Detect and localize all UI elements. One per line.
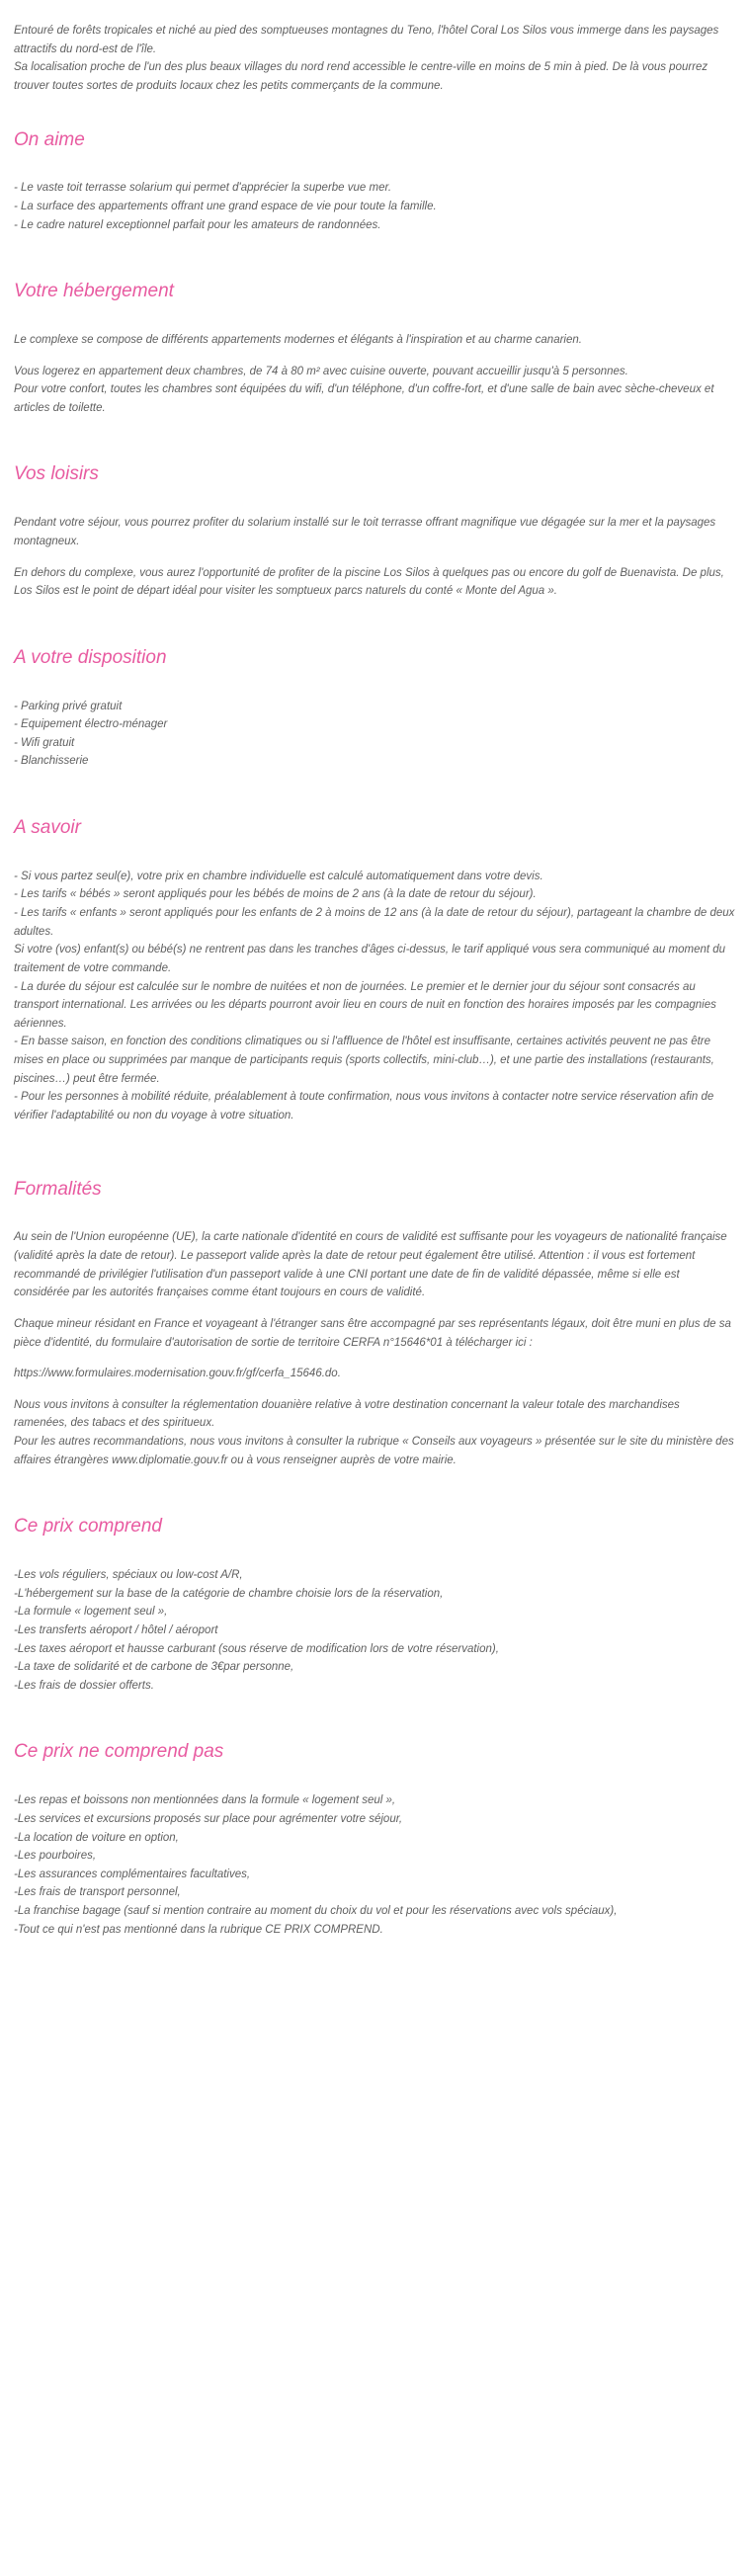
spacer (14, 1469, 735, 1503)
list-item: -Les vols réguliers, spéciaux ou low-cost A/R, (14, 1569, 243, 1582)
spacer (14, 634, 735, 647)
formalites-body (14, 1228, 735, 1469)
intro-block (14, 22, 735, 96)
spacer (14, 1201, 735, 1228)
spacer (14, 1538, 735, 1566)
spacer (14, 303, 735, 331)
list-item: - La surface des appartements offrant une grand espace de vie pour toute la famille. (14, 200, 437, 212)
a-savoir-list (14, 868, 735, 1125)
list-item: - Blanchisserie (14, 755, 89, 768)
list-item: - Si vous partez seul(e), votre prix en chambre individuelle est calculé automatiquement dans votre devis. (14, 870, 543, 882)
list-item: - En basse saison, en fonction des conditions climatiques ou si l'affluence de l'hôtel est insuffisante, certaines activités peuvent ne pas être mises en place ou supprimées par manque de participants requis (sports collectifs, mini-club…), et une partie des installations (restaurants, piscines…) peut être fermée. (14, 1036, 714, 1085)
list-item: -Les frais de dossier offerts. (14, 1679, 154, 1692)
paragraph: Pour les autres recommandations, nous vous invitons à consulter la rubrique « Conseils aux voyageurs » présentée sur le site du ministère des affaires étrangères www.diplomatie.gouv.fr ou à vous renseigner auprès de votre mairie. (14, 1436, 734, 1466)
spacer (14, 96, 735, 129)
list-item: -La taxe de solidarité et de carbone de 3€par personne, (14, 1661, 294, 1674)
section-title-a-votre-disposition: A votre disposition (14, 646, 167, 668)
section-on-aime (14, 129, 735, 235)
ce-prix-ne-comprend-pas-list (14, 1791, 735, 1939)
list-item: -Les repas et boissons non mentionnées dans la formule « logement seul », (14, 1794, 396, 1807)
section-vos-loisirs (14, 463, 735, 600)
list-item: -Les transferts aéroport / hôtel / aéroport (14, 1623, 218, 1636)
spacer (14, 234, 735, 268)
list-item: -Les frais de transport personnel, (14, 1886, 181, 1899)
intro-paragraph: Entouré de forêts tropicales et niché au pied des somptueuses montagnes du Teno, l'hôtel Coral Los Silos vous immerge dans les paysages attractifs du nord-est de l'île. (14, 25, 719, 55)
list-item: Si votre (vos) enfant(s) ou bébé(s) ne rentrent pas dans les tranches d'âges ci-dessus, le tarif appliqué vous sera communiqué au moment du traitement de votre commande. (14, 944, 726, 974)
paragraph: Pendant votre séjour, vous pourrez profiter du solarium installé sur le toit terrasse offrant magnifique vue dégagée sur la mer et la paysages montagneux. (14, 517, 716, 547)
section-a-savoir (14, 817, 735, 1125)
list-item: -Les taxes aéroport et hausse carburant (sous réserve de modification lors de votre réservation), (14, 1642, 499, 1655)
list-item: -La location de voiture en option, (14, 1831, 179, 1844)
spacer (14, 1383, 735, 1396)
list-item: -Les services et excursions proposés sur place pour agrémenter votre séjour, (14, 1812, 403, 1825)
list-item: - Parking privé gratuit (14, 700, 123, 712)
spacer (14, 417, 735, 451)
section-ce-prix-comprend (14, 1516, 735, 1695)
ce-prix-comprend-list (14, 1566, 735, 1695)
spacer (14, 1503, 735, 1516)
spacer (14, 804, 735, 817)
paragraph: En dehors du complexe, vous aurez l'opportunité de profiter de la piscine Los Silos à quelques pas ou encore du golf de Buenavista. De plus, Los Silos est le point de départ idéal pour visiter les somptueux parcs naturels du conté « Monte del Agua ». (14, 566, 724, 598)
list-item: - Les tarifs « bébés » seront appliqués pour les bébés de moins de 2 ans (à la date de retour du séjour). (14, 888, 537, 901)
spacer (14, 1764, 735, 1791)
spacer (14, 670, 735, 698)
spacer (14, 1125, 735, 1159)
paragraph: Chaque mineur résidant en France et voyageant à l'étranger sans être accompagné par ses représentants légaux, doit être muni en plus de sa pièce d'identité, du formulaire d'autorisation de sortie de territoire CERFA n°15646*01 à télécharger ici : (14, 1317, 731, 1349)
list-item: -Tout ce qui n'est pas mentionné dans la rubrique CE PRIX COMPREND. (14, 1923, 383, 1936)
paragraph: Pour votre confort, toutes les chambres sont équipées du wifi, d'un téléphone, d'un coffre-fort, et d'une salle de bain avec sèche-cheveux et articles de toilette. (14, 383, 714, 414)
list-item: -La franchise bagage (sauf si mention contraire au moment du choix du vol et pour les réservations avec vols spéciaux), (14, 1905, 618, 1917)
spacer (14, 486, 735, 514)
list-item: - Le vaste toit terrasse solarium qui permet d'apprécier la superbe vue mer. (14, 182, 392, 195)
section-title-vos-loisirs: Vos loisirs (14, 463, 99, 485)
list-item: -Les assurances complémentaires facultatives, (14, 1868, 251, 1880)
spacer (14, 151, 735, 179)
spacer (14, 551, 735, 564)
section-title-on-aime: On aime (14, 128, 85, 150)
section-a-votre-disposition (14, 647, 735, 771)
list-item: - Equipement électro-ménager (14, 718, 168, 731)
section-title-ce-prix-comprend: Ce prix comprend (14, 1516, 162, 1537)
section-votre-hebergement (14, 281, 735, 417)
spacer (14, 1302, 735, 1315)
section-formalites (14, 1179, 735, 1470)
on-aime-list (14, 179, 735, 234)
vos-loisirs-body (14, 514, 735, 601)
votre-hebergement-body (14, 331, 735, 418)
section-title-votre-hebergement: Votre hébergement (14, 281, 174, 302)
list-item: - Le cadre naturel exceptionnel parfait pour les amateurs de randonnées. (14, 218, 381, 231)
section-title-ce-prix-ne-comprend-pas: Ce prix ne comprend pas (14, 1741, 224, 1763)
spacer (14, 350, 735, 363)
list-item: - Les tarifs « enfants » seront appliqués pour les enfants de 2 à moins de 12 ans (à la date de retour du séjour), partageant la chambre de deux adultes. (14, 907, 735, 938)
spacer (14, 1695, 735, 1728)
list-item: - La durée du séjour est calculée sur le nombre de nuitées et non de journées. Le premier et le dernier jour du séjour sont consacrés au transport international. Les arrivées ou les départs pourront avoir lieu en cours de nuit en fonction des horaires imposés par les compagnies aériennes. (14, 980, 716, 1030)
paragraph: Le complexe se compose de différents appartements modernes et élégants à l'inspiration et au charme canarien. (14, 333, 582, 346)
list-item: - Pour les personnes à mobilité réduite, préalablement à toute confirmation, nous vous invitons à contacter notre service réservation afin de vérifier l'adaptabilité ou non du voyage à votre situation. (14, 1091, 714, 1122)
list-item: -La formule « logement seul », (14, 1606, 168, 1619)
spacer (14, 451, 735, 463)
section-title-formalites: Formalités (14, 1178, 102, 1200)
spacer (14, 1352, 735, 1365)
list-item: - Wifi gratuit (14, 736, 75, 749)
spacer (14, 268, 735, 281)
spacer (14, 1728, 735, 1741)
intro-paragraph: Sa localisation proche de l'un des plus beaux villages du nord rend accessible le centre-ville en moins de 5 min à pied. De là vous pourrez trouver toutes sortes de produits locaux chez les petits commerçants de la commune. (14, 61, 708, 92)
list-item: -L'hébergement sur la base de la catégorie de chambre choisie lors de la réservation, (14, 1587, 444, 1600)
spacer (14, 1159, 735, 1179)
paragraph: Nous vous invitons à consulter la réglementation douanière relative à votre destination concernant la valeur totale des marchandises ramenées, des tabacs et des spiritueux. (14, 1398, 680, 1430)
section-title-a-savoir: A savoir (14, 817, 81, 839)
a-votre-disposition-list (14, 698, 735, 772)
section-ce-prix-ne-comprend-pas (14, 1741, 735, 1939)
paragraph: Au sein de l'Union européenne (UE), la carte nationale d'identité en cours de validité est suffisante pour les voyageurs de nationalité française (validité après la date de retour). Le passeport valide après la date de retour peut également être utilisé. Attention : il vous est fortement recommandé de privilégier l'utilisation d'un passeport valide à une CNI portant une date de fin de validité dépassée, même si elle est considérée par les autorités françaises comme étant toujours en cours de validité. (14, 1231, 727, 1299)
paragraph: Vous logerez en appartement deux chambres, de 74 à 80 m² avec cuisine ouverte, pouvant accueillir jusqu'à 5 personnes. (14, 365, 628, 377)
spacer (14, 601, 735, 634)
cerfa-link[interactable]: https://www.formulaires.modernisation.gouv.fr/gf/cerfa_15646.do. (14, 1368, 341, 1380)
list-item: -Les pourboires, (14, 1850, 97, 1863)
spacer (14, 840, 735, 868)
spacer (14, 771, 735, 804)
